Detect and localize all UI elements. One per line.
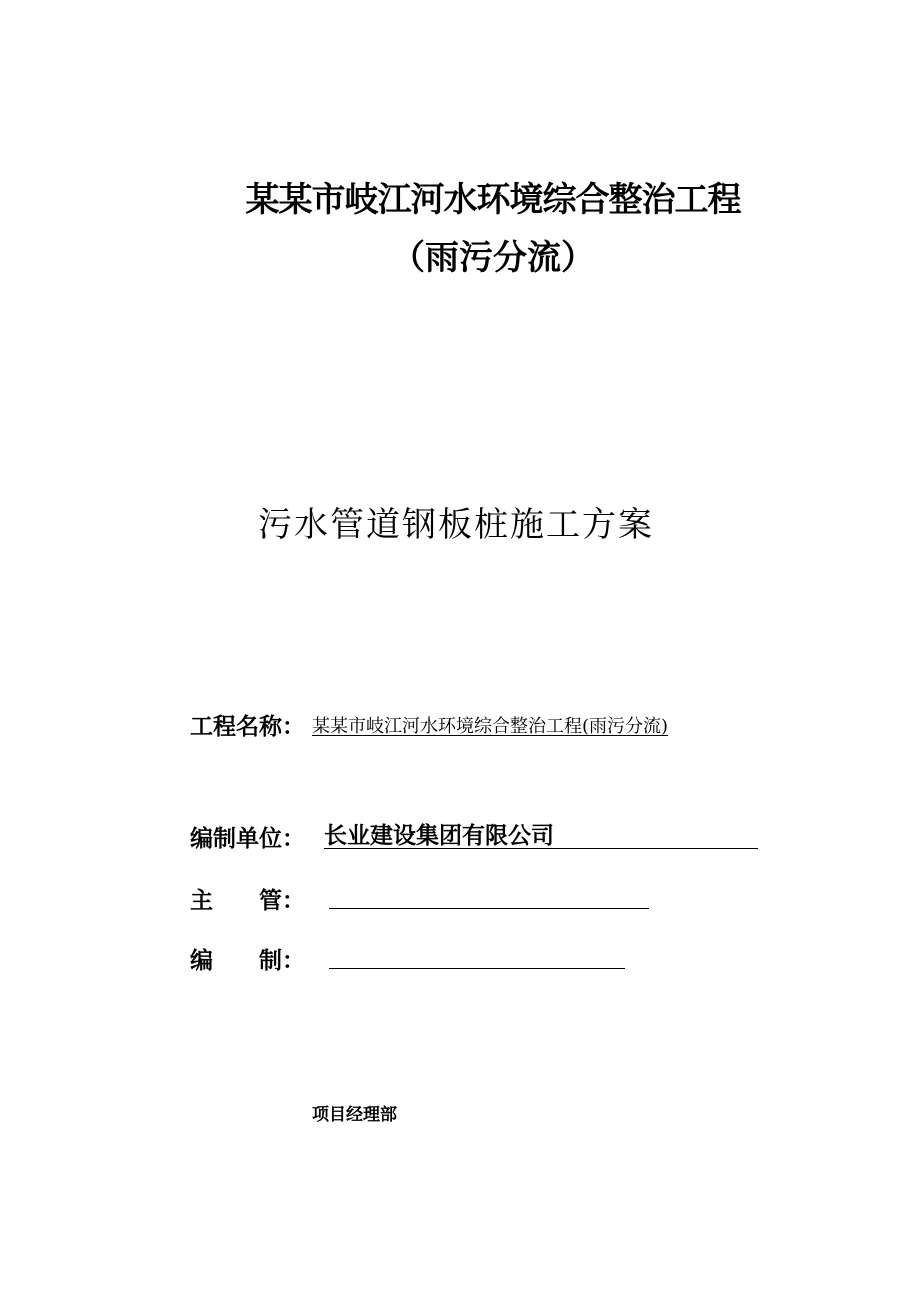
compiling-unit-underline [324,848,758,849]
compiler-blank-line [329,968,625,969]
compiling-unit-label: 编制单位： [190,825,305,852]
document-title: 污水管道钢板桩施工方案 [258,505,654,545]
project-name-value: 某某市岐江河水环境综合整治工程(雨污分流) [312,716,669,737]
supervisor-blank-line [329,908,649,909]
compiler-label: 编 制： [190,947,305,974]
department-name: 项目经理部 [312,1105,397,1125]
project-title-line2: （雨污分流） [391,238,595,278]
supervisor-label: 主 管： [190,887,305,914]
project-name-label: 工程名称： [190,713,305,740]
project-title-line1: 某某市岐江河水环境综合整治工程 [245,180,741,220]
compiling-unit-value: 长业建设集团有限公司 [324,822,554,849]
